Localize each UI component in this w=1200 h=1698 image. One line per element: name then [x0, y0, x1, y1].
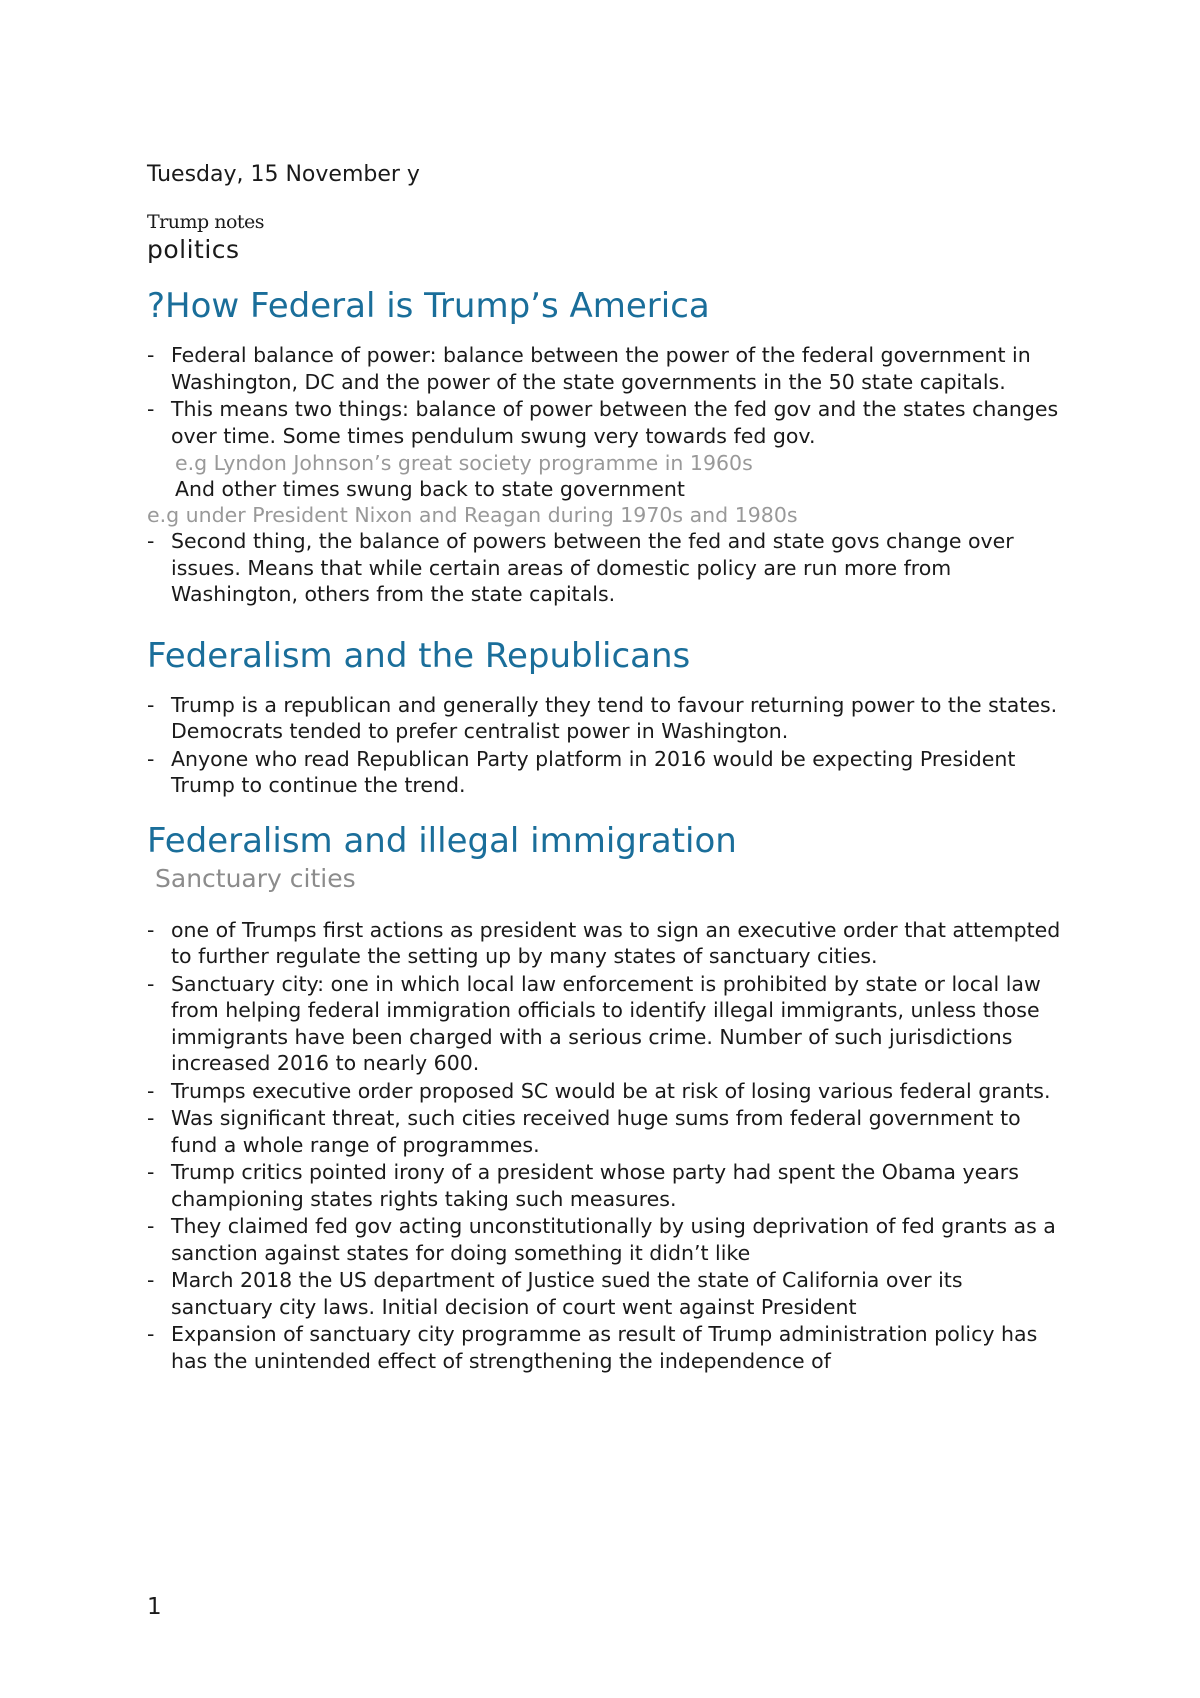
list-item-text: This means two things: balance of power between the fed gov and the states changes over time. Some times pendulum swung very towards fed gov.	[171, 397, 1059, 448]
example-text: e.g under President Nixon and Reagan during 1970s and 1980s	[147, 503, 798, 527]
list-item	[147, 1267, 1067, 1320]
bullet-marker: -	[147, 529, 155, 553]
page-content	[147, 158, 1067, 1398]
section1-bullet-list-continued	[147, 528, 1067, 608]
bullet-marker: -	[147, 1078, 155, 1103]
list-item-text: Sanctuary city: one in which local law enforcement is prohibited by state or local law from helping federal immigration officials to identify illegal immigrants, unless those immigrants have been charged with a serious crime. Number of such jurisdictions increased 2016 to nearly 600.	[171, 971, 1041, 1075]
bullet-marker: -	[147, 971, 155, 996]
section-heading-federal-america: ?How Federal is Trump’s America	[147, 286, 710, 326]
bullet-marker: -	[147, 1268, 155, 1292]
bullet-marker: -	[147, 1160, 155, 1184]
bullet-marker: -	[147, 1106, 155, 1130]
note-line: And other times swung back to state government	[175, 477, 685, 501]
list-item	[147, 917, 1067, 970]
list-item-text: one of Trumps first actions as president was to sign an executive order that attempted to further regulate the setting up by many states of sanctuary cities.	[171, 917, 1061, 968]
section-heading-federalism-republicans: Federalism and the Republicans	[147, 635, 691, 676]
list-item	[147, 1159, 1067, 1212]
list-item	[147, 1321, 1067, 1374]
bullet-marker: -	[147, 343, 155, 367]
section2-bullet-list	[147, 692, 1067, 799]
list-item	[147, 971, 1067, 1077]
page-number: 1	[147, 1594, 162, 1620]
date-line: Tuesday, 15 November y	[147, 162, 420, 187]
list-item	[147, 746, 1067, 799]
list-item	[147, 1078, 1067, 1105]
list-item	[147, 692, 1067, 745]
list-item-text: March 2018 the US department of Justice sued the state of California over its sanctuary city laws. Initial decision of court went against President	[171, 1268, 963, 1319]
list-item-text: Second thing, the balance of powers between the fed and state govs change over issues. Means that while certain areas of domestic policy are run more from Washington, others from the state capitals.	[171, 529, 1014, 606]
bullet-marker: -	[147, 1322, 155, 1346]
subject-title: politics	[147, 235, 240, 264]
list-item-text: Expansion of sanctuary city programme as result of Trump administration policy has has the unintended effect of strengthening the independence of	[171, 1322, 1038, 1373]
list-item	[147, 1105, 1067, 1158]
subheading-sanctuary-cities: Sanctuary cities	[155, 863, 356, 893]
list-item	[147, 1213, 1067, 1266]
bullet-marker: -	[147, 917, 155, 942]
list-item	[147, 528, 1067, 608]
bullet-marker: -	[147, 397, 155, 421]
list-item-text: Federal balance of power: balance between the power of the federal government in Washington, DC and the power of the state governments in the 50 state capitals.	[171, 343, 1031, 394]
bullet-marker: -	[147, 1214, 155, 1238]
list-item-text: Was significant threat, such cities received huge sums from federal government to fund a whole range of programmes.	[171, 1106, 1021, 1157]
list-item-text: Trump critics pointed irony of a president whose party had spent the Obama years championing states rights taking such measures.	[171, 1160, 1019, 1211]
section3-bullet-list	[147, 917, 1067, 1375]
list-item-text: They claimed fed gov acting unconstitutionally by using deprivation of fed grants as a sanction against states for doing something it didn’t like	[171, 1214, 1056, 1265]
bullet-marker: -	[147, 746, 155, 771]
list-item-text: Trumps executive order proposed SC would be at risk of losing various federal grants.	[171, 1078, 1051, 1103]
bullet-marker: -	[147, 692, 155, 717]
section1-bullet-list	[147, 342, 1067, 449]
list-item	[147, 342, 1067, 395]
section-heading-federalism-immigration: Federalism and illegal immigration	[147, 820, 737, 861]
notes-title: Trump notes	[147, 211, 265, 233]
list-item-text: Trump is a republican and generally they tend to favour returning power to the states. Democrats tended to prefer centralist power in Washington.	[171, 692, 1058, 743]
example-text: e.g Lyndon Johnson’s great society programme in 1960s	[175, 451, 753, 475]
list-item-text: Anyone who read Republican Party platform in 2016 would be expecting President Trump to continue the trend.	[171, 746, 1016, 797]
list-item	[147, 396, 1067, 449]
